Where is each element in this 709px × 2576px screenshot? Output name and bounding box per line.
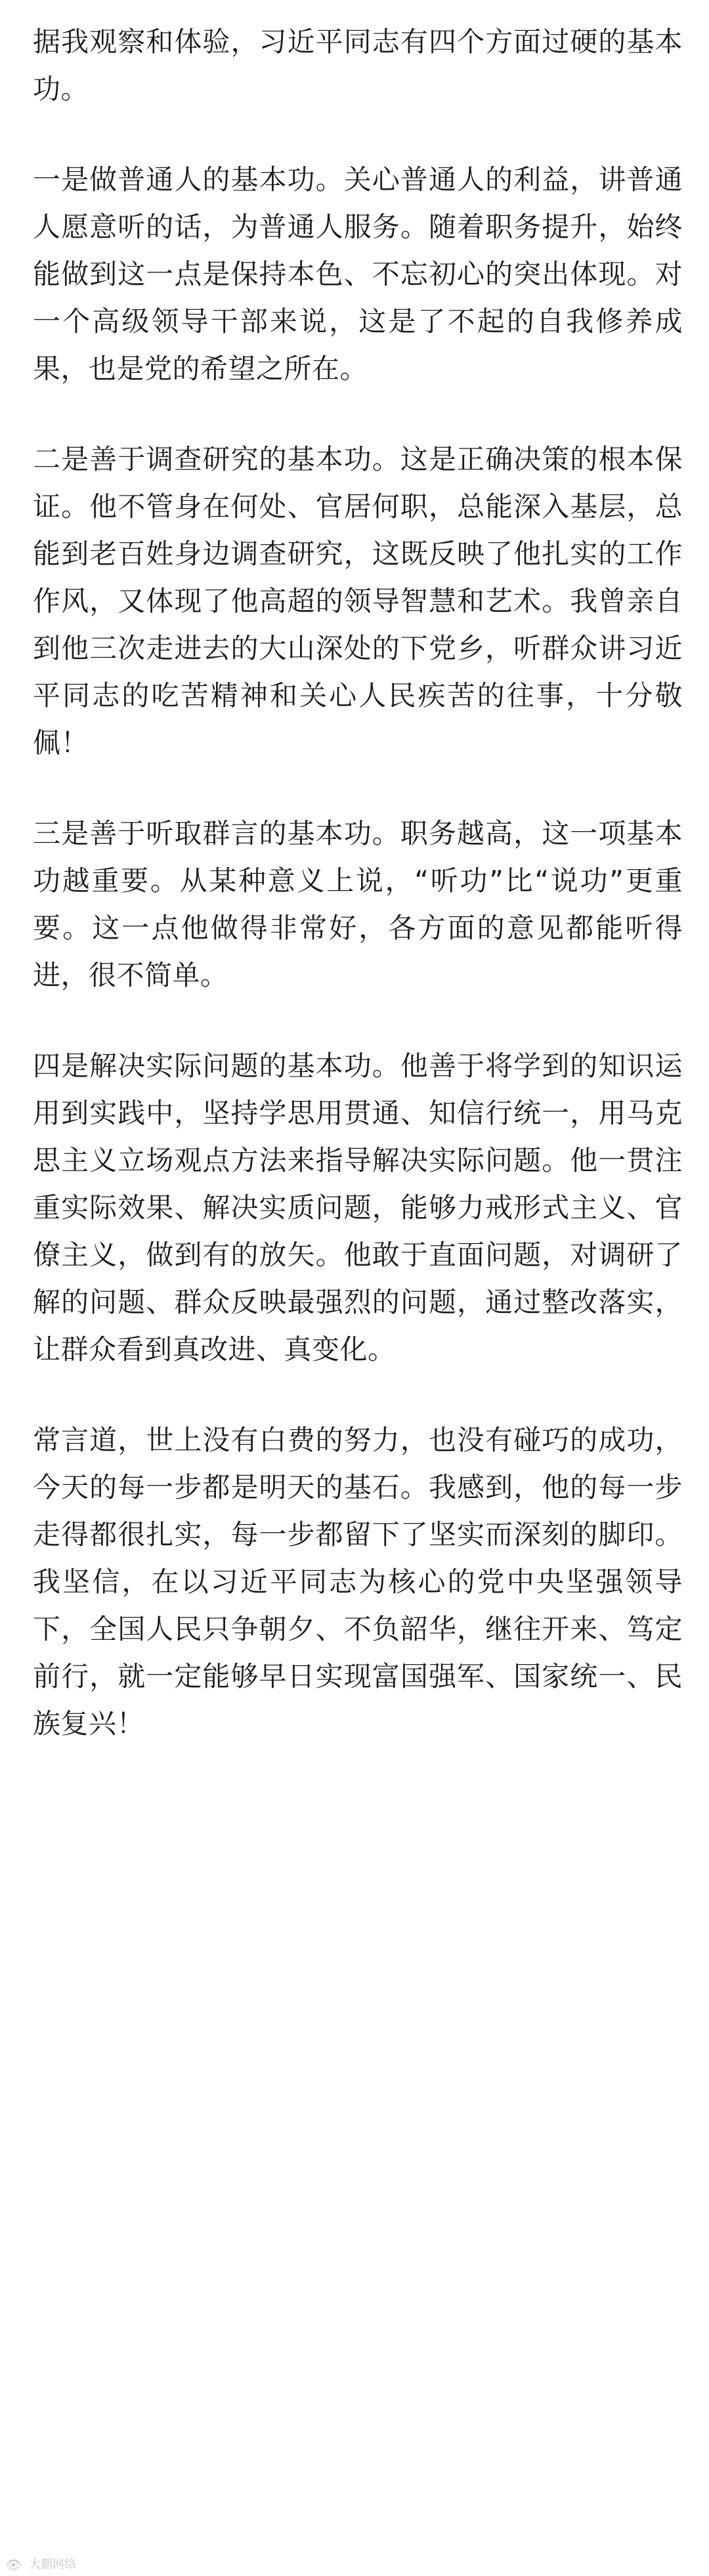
paragraph-point-two: 二是善于调查研究的基本功。这是正确决策的根本保证。他不管身在何处、官居何职，总能深入基层，总能到老百姓身边调查研究，这既反映了他扎实的工作作风，又体现了他高超的领导智慧和艺术。我曾亲自到他三次走进去的大山深处的下党乡，听群众讲习近平同志的吃苦精神和关心人民疾苦的往事，十分敬佩！ [33,443,683,759]
paragraph-intro: 据我观察和体验，习近平同志有四个方面过硬的基本功。 [33,26,683,105]
weibo-icon: 👁 [5,2557,22,2573]
paragraph-point-one: 一是做普通人的基本功。关心普通人的利益，讲普通人愿意听的话，为普通人服务。随着职务提升，始终能做到这一点是保持本色、不忘初心的突出体现。对一个高级领导干部来说，这是了不起的自我修养成果，也是党的希望之所在。 [33,163,683,385]
paragraph-point-four: 四是解决实际问题的基本功。他善于将学到的知识运用到实践中，坚持学思用贯通、知信行统一，用马克思主义立场观点方法来指导解决实际问题。他一贯注重实际效果、解决实质问题，能够力戒形式主义、官僚主义，做到有的放矢。他敢于直面问题，对调研了解的问题、群众反映最强烈的问题，通过整改落实，让群众看到真改进、真变化。 [33,1050,683,1365]
watermark [5,2558,76,2572]
watermark-text: 大鹏网络 [29,2558,76,2571]
paragraph-point-three: 三是善于听取群言的基本功。职务越高，这一项基本功越重要。从某种意义上说，“听功”比“说功”更重要。这一点他做得非常好，各方面的意见都能听得进，很不简单。 [33,817,683,991]
article-body [33,18,683,1791]
paragraph-conclusion: 常言道，世上没有白费的努力，也没有碰巧的成功，今天的每一步都是明天的基石。我感到，他的每一步走得都很扎实，每一步都留下了坚实而深刻的脚印。我坚信，在以习近平同志为核心的党中央坚强领导下，全国人民只争朝夕、不负韶华，继往开来、笃定前行，就一定能够早日实现富国强军、国家统一、民族复兴！ [33,1424,683,1740]
